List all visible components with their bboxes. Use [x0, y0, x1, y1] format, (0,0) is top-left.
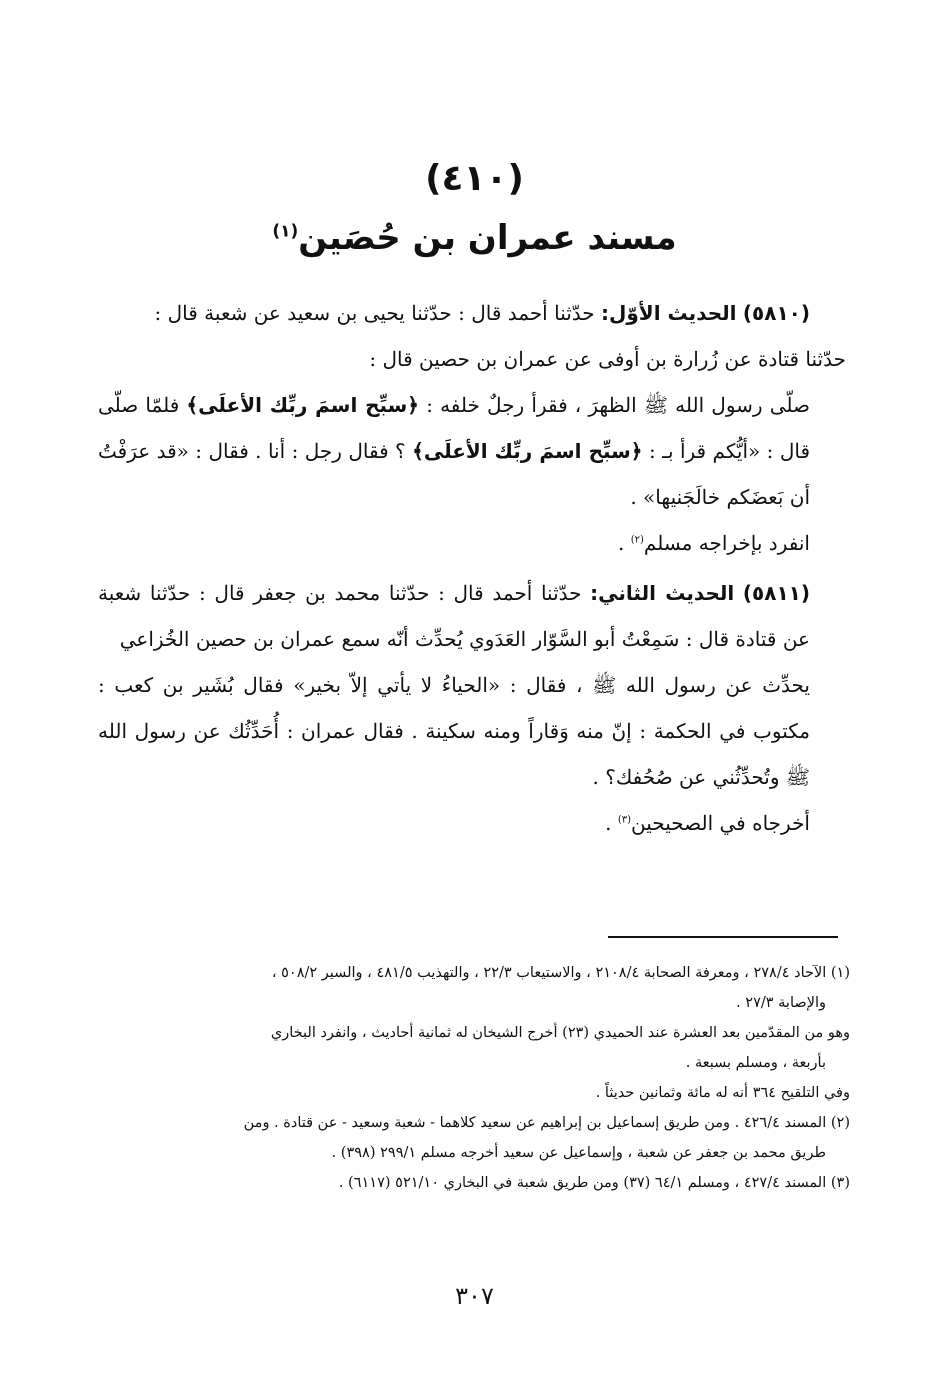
footnote-2 [88, 1108, 850, 1168]
hadith-2-takhrij-text: أخرجاه في الصحيحين [631, 811, 810, 835]
hadith-2-opening [98, 570, 846, 662]
hadith-2 [98, 570, 846, 846]
footnote-3 [88, 1168, 850, 1198]
hadith-1-takhrij [98, 520, 846, 566]
footnote-2-line: طريق محمد بن جعفر عن شعبة ، وإسماعيل عن سعيد أخرجه مسلم ٢٩٩/١ (٣٩٨) . [331, 1145, 826, 1161]
hadith-1 [98, 290, 846, 566]
hadith-1-label: الحديث الأوّل: [601, 301, 737, 325]
hadith-1-text-part2: فلمّا صلّى قال : «أيُّكم قرأ بـ : [98, 393, 811, 463]
hadith-1-matn [98, 382, 846, 520]
footnote-3-line: (٣) المسند ٤٢٧/٤ ، ومسلم ٦٤/١ (٣٧) ومن طريق شعبة في البخاري ٥٢١/١٠ (٦١١٧) . [338, 1175, 850, 1191]
footnote-2-line: (٢) المسند ٤٢٦/٤ . ومن طريق إسماعيل بن إبراهيم عن سعيد كلاهما - شعبة وسعيد - عن قتادة . ومن [243, 1115, 850, 1131]
hadith-2-isnad: حدّثنا أحمد قال : حدّثنا محمد بن جعفر قال : حدّثنا شعبة عن قتادة قال : سَمِعْتُ أبو السَّوّار العَدَوي يُحدِّث أنّه سمع عمران بن حصين الخُزاعي [98, 581, 810, 651]
footnote-1-line: بأربعة ، ومسلم بسبعة . [685, 1055, 826, 1071]
main-text [98, 290, 846, 850]
hadith-1-text-part3: ؟ فقال رجل : أنا . فقال : «قد عرَفْتُ أن بَعضَكم خالَجَنيها» . [98, 439, 810, 509]
footnote-1-line: (١) الآحاد ٢٧٨/٤ ، ومعرفة الصحابة ٢١٠٨/٤ ، والاستيعاب ٢٢/٣ ، والتهذيب ٤٨١/٥ ، والسير ٥٠٨/٢ ، [271, 965, 850, 981]
hadith-2-takhrij [98, 800, 846, 846]
chapter-title [0, 218, 949, 258]
hadith-1-takhrij-text: انفرد بإخراجه مسلم [643, 531, 810, 555]
hadith-2-takhrij-end: . [605, 811, 618, 835]
hadith-2-label: الحديث الثاني: [590, 581, 735, 605]
footnotes [88, 958, 850, 1198]
hadith-1-isnad-line2: حدّثنا قتادة عن زُرارة بن أوفى عن عمران بن حصين قال : [369, 347, 846, 371]
hadith-1-isnad-line1: حدّثنا أحمد قال : حدّثنا يحيى بن سعيد عن شعبة قال : [154, 301, 595, 325]
hadith-2-matn: يحدِّث عن رسول الله ﷺ ، فقال : «الحياءُ لا يأتي إلاّ بخير» فقال بُشَير بن كعب : مكتوب في الحكمة : إنّ منه وَقاراً ومنه سكينة . فقال عمران : أُحَدِّثُك عن رسول الله ﷺ وتُحدِّثُني عن صُحُفك؟ . [98, 673, 810, 789]
footnote-separator [608, 936, 838, 938]
hadith-1-text-part1: صلّى رسول الله ﷺ الظهرَ ، فقرأ رجلٌ خلفه : [426, 393, 811, 417]
chapter-number: (٤١٠) [425, 158, 524, 199]
page-number: ٣٠٧ [455, 1282, 494, 1310]
chapter-title-text: مسند عمران بن حُصَين [298, 218, 677, 258]
hadith-1-quran-2: ﴿سبِّح اسمَ ربِّك الأعلَى﴾ [412, 439, 643, 463]
hadith-1-quran-1: ﴿سبِّح اسمَ ربِّك الأعلَى﴾ [186, 393, 420, 417]
hadith-1-takhrij-end: . [618, 531, 631, 555]
footnote-1 [88, 958, 850, 1108]
chapter-title-footnote-ref[interactable]: (١) [272, 221, 299, 242]
hadith-1-number: (٥٨١٠) [742, 301, 810, 325]
hadith-1-footnote-ref[interactable]: (٢) [630, 534, 644, 546]
footnote-1-line: وهو من المقدّمين بعد العشرة عند الحميدي (٢٣) أخرج الشيخان له ثمانية أحاديث ، وانفرد البخاري [270, 1025, 850, 1041]
hadith-1-opening [98, 290, 846, 336]
footnote-1-line: وفي التلقيح ٣٦٤ أنه له مائة وثمانين حديثاً . [595, 1085, 850, 1101]
hadith-2-number: (٥٨١١) [742, 581, 810, 605]
hadith-2-footnote-ref[interactable]: (٣) [617, 814, 632, 826]
footnote-1-line: والإصابة ٢٧/٣ . [736, 995, 826, 1011]
